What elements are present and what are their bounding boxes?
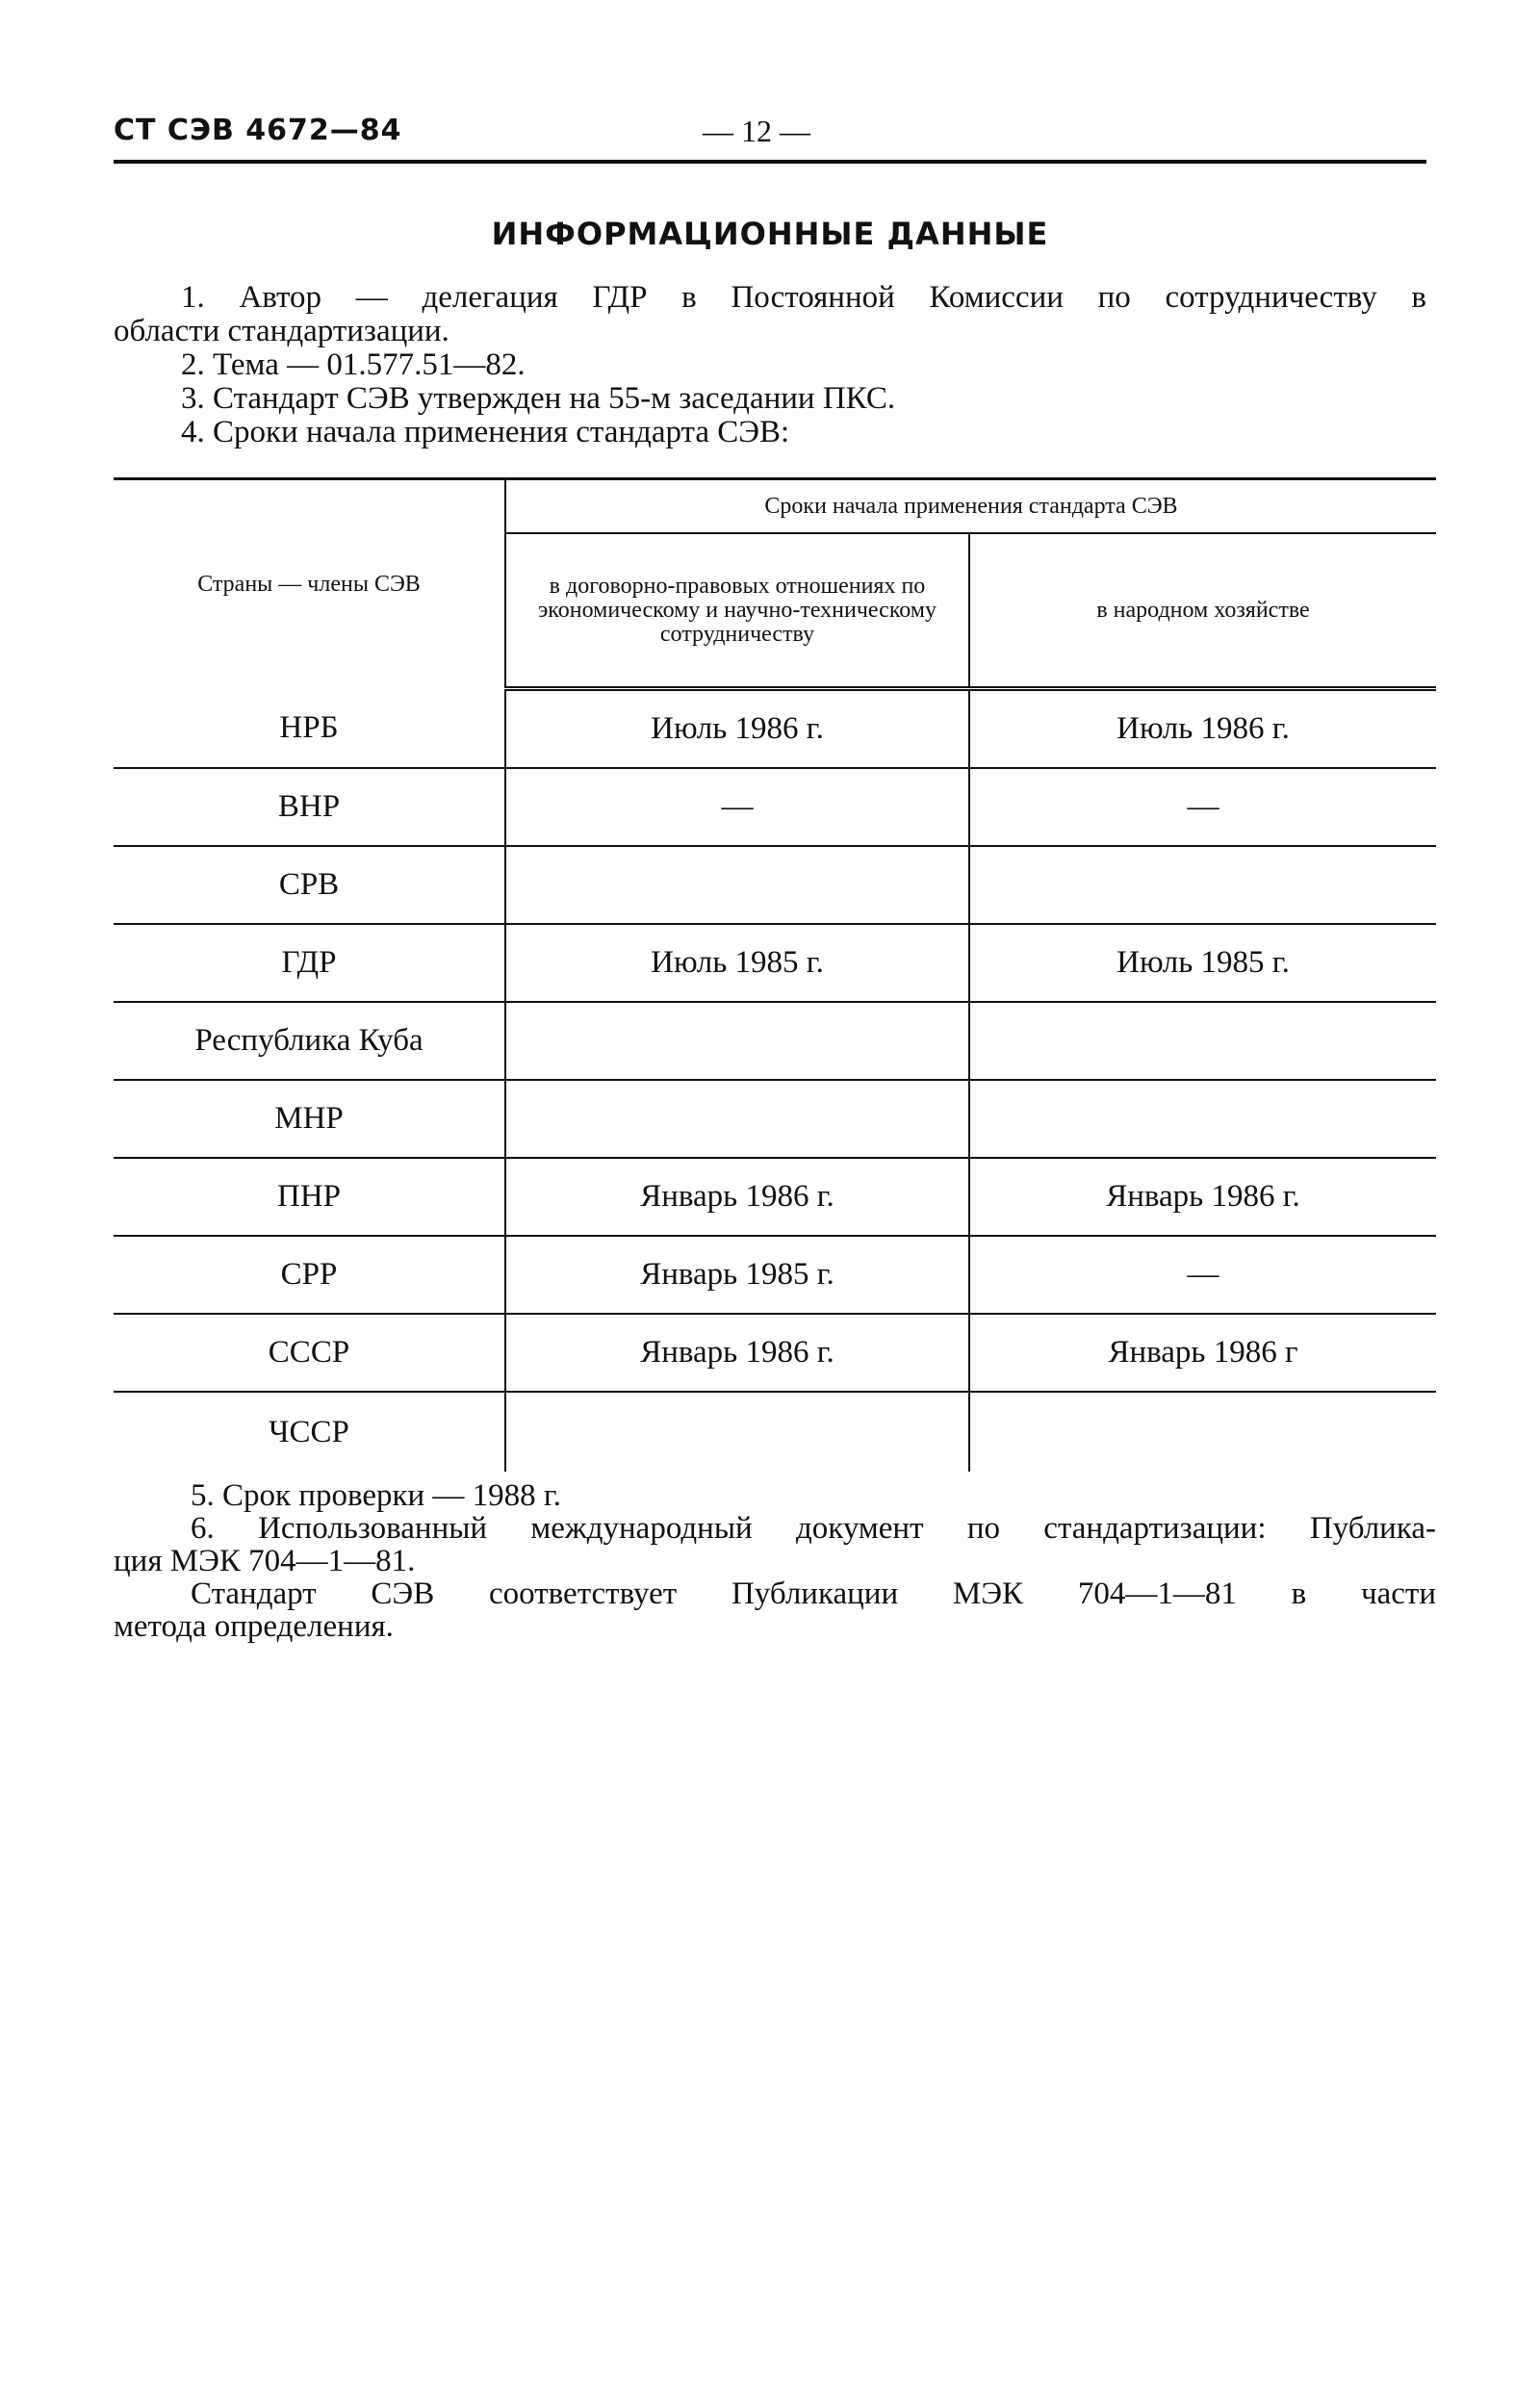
footer-list [114, 1479, 1436, 1643]
column-header-group: Сроки начала применения стандарта СЭВ [505, 479, 1436, 534]
column-header-national: в народном хозяйстве [969, 533, 1436, 689]
cell-national: Январь 1986 г. [969, 1158, 1436, 1236]
cell-contract: Январь 1986 г. [505, 1158, 969, 1236]
cell-national [969, 846, 1436, 924]
cell-country: СРР [114, 1236, 505, 1314]
cell-country: ГДР [114, 924, 505, 1002]
cell-country: ВНР [114, 768, 505, 846]
table-row [114, 1314, 1436, 1392]
item-1-line-1: 1. Автор — делегация ГДР в Постоянной Комиссии по сотрудничеству в [181, 280, 1426, 315]
cell-national: Июль 1986 г. [969, 689, 1436, 769]
cell-contract: Июль 1986 г. [505, 689, 969, 769]
cell-national: Январь 1986 г [969, 1314, 1436, 1392]
note-line-1: Стандарт СЭВ соответствует Публикации МЭК 704—1—81 в части [191, 1577, 1436, 1611]
cell-contract [505, 1392, 969, 1472]
cell-contract: Январь 1986 г. [505, 1314, 969, 1392]
column-header-contract: в договорно-правовых отношениях по экономическому и научно-техническому сотрудничеству [505, 533, 969, 689]
adoption-dates-table [114, 477, 1436, 1472]
cell-country: СРВ [114, 846, 505, 924]
cell-country: Республика Куба [114, 1002, 505, 1080]
header-rule [114, 160, 1426, 164]
table-row [114, 768, 1436, 846]
cell-country: ПНР [114, 1158, 505, 1236]
note-line-2: метода определения. [114, 1609, 394, 1644]
item-5: 5. Срок проверки — 1988 г. [191, 1478, 561, 1513]
document-code: СТ СЭВ 4672—84 [114, 114, 402, 147]
table-row [114, 846, 1436, 924]
cell-national: Июль 1985 г. [969, 924, 1436, 1002]
table-row [114, 1392, 1436, 1472]
table-row [114, 1002, 1436, 1080]
info-list [114, 281, 1426, 449]
cell-national: — [969, 1236, 1436, 1314]
cell-national [969, 1392, 1436, 1472]
cell-country: НРБ [114, 689, 505, 769]
cell-contract [505, 846, 969, 924]
cell-national [969, 1080, 1436, 1158]
table-row [114, 689, 1436, 769]
cell-national: — [969, 768, 1436, 846]
page-title: ИНФОРМАЦИОННЫЕ ДАННЫЕ [491, 216, 1049, 252]
item-1-line-2: области стандартизации. [114, 314, 449, 348]
cell-contract: — [505, 768, 969, 846]
table-row [114, 1236, 1436, 1314]
cell-contract [505, 1080, 969, 1158]
cell-country: СССР [114, 1314, 505, 1392]
cell-contract [505, 1002, 969, 1080]
item-6-line-2: ция МЭК 704—1—81. [114, 1544, 416, 1578]
cell-national [969, 1002, 1436, 1080]
table-row [114, 924, 1436, 1002]
table-row [114, 1080, 1436, 1158]
table-header-row [114, 479, 1436, 534]
cell-country: ЧССР [114, 1392, 505, 1472]
page-number: — 12 — [703, 114, 810, 148]
column-header-country: Страны — члены СЭВ [114, 479, 505, 689]
cell-country: МНР [114, 1080, 505, 1158]
item-4: 4. Сроки начала применения стандарта СЭВ: [181, 415, 790, 449]
item-2: 2. Тема — 01.577.51—82. [181, 347, 526, 382]
page-header [114, 114, 1424, 162]
table-row [114, 1158, 1436, 1236]
cell-contract: Январь 1985 г. [505, 1236, 969, 1314]
item-3: 3. Стандарт СЭВ утвержден на 55-м заседании ПКС. [181, 381, 896, 416]
item-6-line-1: 6. Использованный международный документ по стандартизации: Публика- [191, 1511, 1436, 1546]
cell-contract: Июль 1985 г. [505, 924, 969, 1002]
